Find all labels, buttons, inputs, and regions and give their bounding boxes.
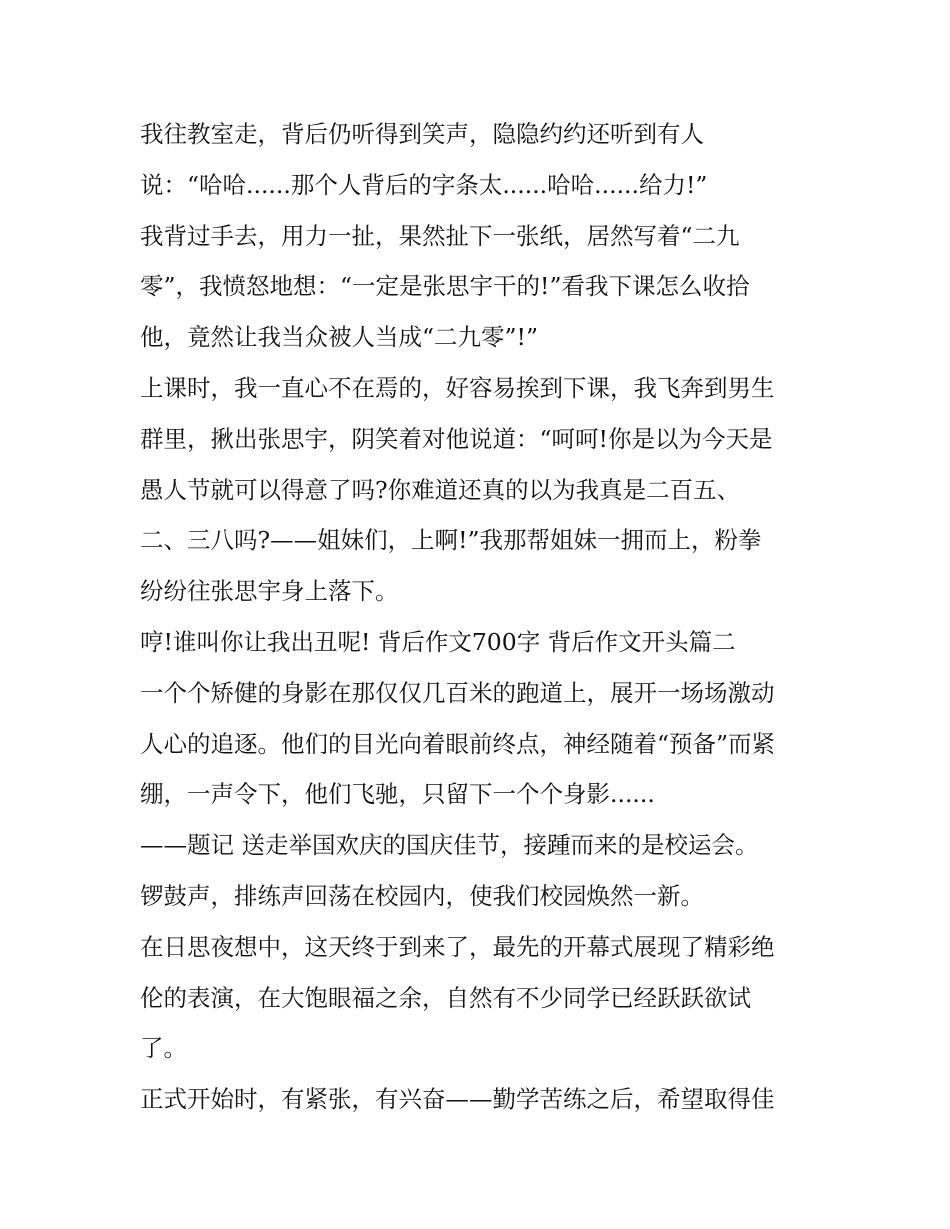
text-line-1: 我往教室走，背后仍听得到笑声，隐隐约约还听到有人 (140, 120, 704, 148)
text-line-12: 一个个矫健的身影在那仅仅几百米的跑道上，展开一场场激动 (140, 678, 775, 707)
text-line-13: 人心的追逐。他们的目光向着眼前终点，神经随着“预备”而紧 (140, 729, 776, 758)
text-line-7: 群里，揪出张思宇，阴笑着对他说道：“呵呵!你是以为今天是 (140, 424, 773, 453)
section-heading-line: 哼!谁叫你让我出丑呢! 背后作文700字 背后作文开头篇二 (140, 627, 736, 656)
text-line-17: 在日思夜想中，这天终于到来了，最先的开幕式展现了精彩绝 (140, 932, 775, 961)
text-line-20: 正式开始时，有紧张，有兴奋——勤学苦练之后，希望取得佳 (140, 1085, 775, 1114)
text-line-6: 上课时，我一直心不在焉的，好容易挨到下课，我飞奔到男生 (140, 373, 775, 402)
document-body (140, 109, 830, 1125)
text-line-16: 锣鼓声，排练声回荡在校园内，使我们校园焕然一新。 (140, 881, 704, 910)
text-line-10: 纷纷往张思宇身上落下。 (140, 577, 399, 606)
text-line-9: 二、三八吗?——姐妹们，上啊!”我那帮姐妹一拥而上，粉拳 (140, 526, 762, 555)
text-line-18: 伦的表演，在大饱眼福之余，自然有不少同学已经跃跃欲试 (140, 983, 751, 1012)
text-line-15: ——题记 送走举国欢庆的国庆佳节，接踵而来的是校运会。 (140, 831, 759, 860)
text-line-5: 他，竟然让我当众被人当成“二九零”!” (140, 323, 538, 352)
text-line-3: 我背过手去，用力一扯，果然扯下一张纸，居然写着“二九 (140, 221, 740, 250)
text-line-19: 了。 (140, 1034, 187, 1063)
text-line-4: 零”，我愤怒地想：“一定是张思宇干的!”看我下课怎么收拾 (140, 272, 750, 301)
text-line-14: 绷，一声令下，他们飞驰，只留下一个个身影...... (140, 780, 655, 809)
text-line-8: 愚人节就可以得意了吗?你难道还真的以为我真是二百五、 (140, 475, 741, 504)
text-line-2: 说：“哈哈......那个人背后的字条太......哈哈......给力!” (140, 170, 708, 199)
